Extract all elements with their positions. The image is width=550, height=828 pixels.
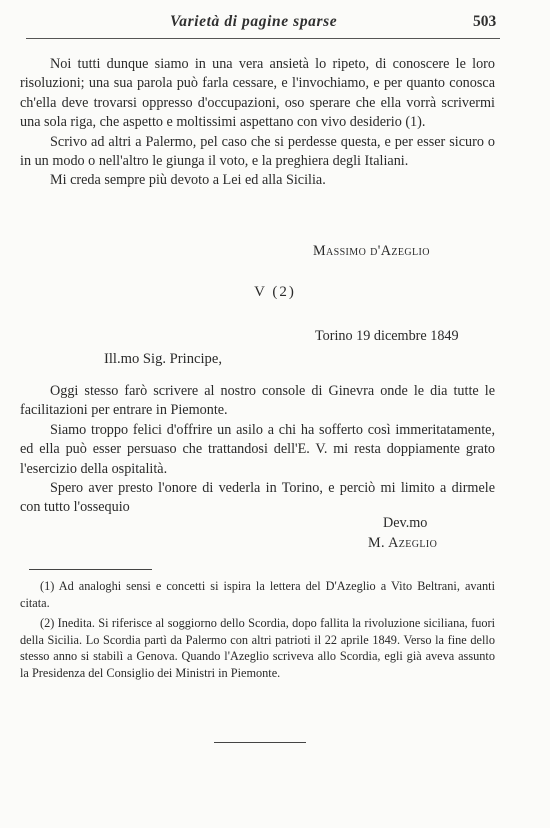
letter-iv-signature: Massimo d'Azeglio	[313, 243, 430, 259]
letter-v-body	[20, 382, 495, 518]
letter-v-paragraph-2: Siamo troppo felici d'offrire un asilo a chi ha sofferto così immeritatamente, ed ella può esser persuaso che trattandosi dell'E. V. mi resta doppiamente grato l'esercizio della ospitalità.	[20, 421, 495, 477]
salutation: Ill.mo Sig. Principe,	[104, 351, 222, 367]
letter-v-paragraph-3: Spero aver presto l'onore di vederla in Torino, e perciò mi limito a dirmele con tutto l'ossequio	[20, 480, 495, 516]
letter-iv-body	[20, 55, 495, 191]
letter-v-signature: M. Azeglio	[368, 535, 438, 551]
letter-number: V (2)	[254, 284, 296, 300]
letter-iv-paragraph-2: Scrivo ad altri a Palermo, pel caso che si perdesse questa, e per esser sicuro o in un modo o nell'altro le giunga il voto, e la preghiera degli Italiani.	[20, 133, 495, 170]
letter-iv-paragraph-1: Noi tutti dunque siamo in una vera ansietà lo ripeto, di conoscere le loro risoluzioni; una sua parola può farla cessare, e l'invochiamo, e per quanto conosca ch'ella deve trovarsi oppresso d'occupazioni, oso sperare che ella vorrà scrivermi una sola riga, che aspetto e moltissimi aspettano con vivo desiderio (1).	[20, 56, 495, 131]
letter-v-paragraph-1: Oggi stesso farò scrivere al nostro console di Ginevra onde le dia tutte le facilitazioni per entrare in Piemonte.	[20, 383, 495, 419]
header-rule	[26, 38, 500, 39]
closing: Dev.mo	[383, 515, 428, 531]
footnotes	[20, 578, 495, 686]
footnote-rule	[29, 569, 152, 570]
running-title: Varietà di pagine sparse	[170, 13, 338, 30]
end-rule	[214, 742, 306, 743]
letter-iv-paragraph-3: Mi creda sempre più devoto a Lei ed alla Sicilia.	[50, 172, 326, 189]
footnote-1: (1) Ad analoghi sensi e concetti si ispira la lettera del D'Azeglio a Vito Beltrani, avanti citata.	[20, 579, 495, 610]
page-number: 503	[473, 13, 497, 30]
footnote-2: (2) Inedita. Si riferisce al soggiorno dello Scordia, dopo fallita la rivoluzione siciliana, fuori della Sicilia. Lo Scordia partì da Palermo con altri patrioti il 22 aprile 1849. Verso la fine dello stesso anno si stabilì a Genova. Quando l'Azeglio scriveva allo Scordia, egli già aveva assunto la Presidenza del Consiglio dei Ministri in Piemonte.	[20, 616, 495, 680]
letter-date: Torino 19 dicembre 1849	[315, 328, 459, 344]
